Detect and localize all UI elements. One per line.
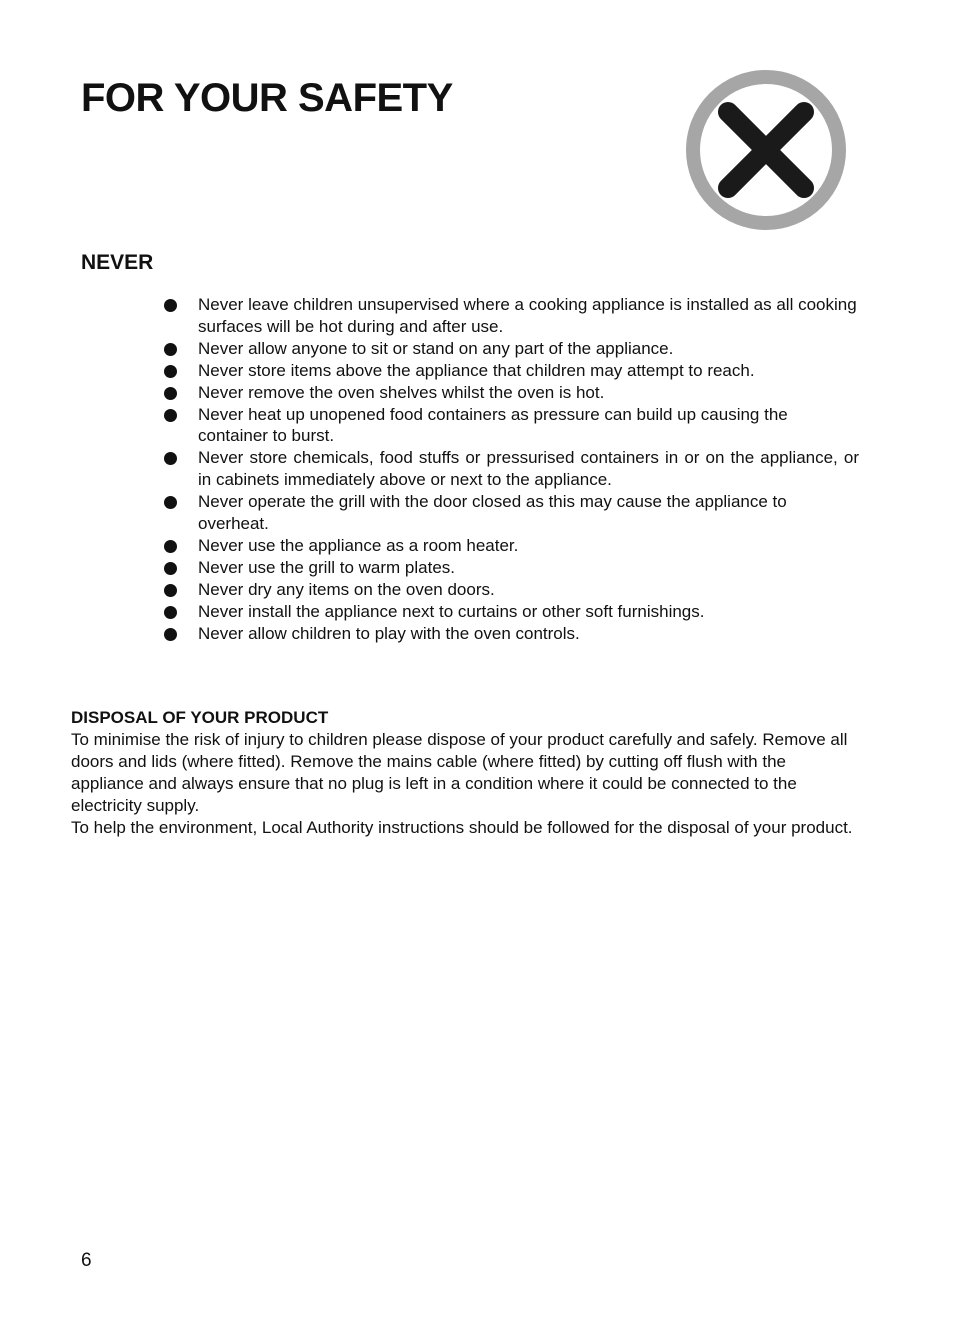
list-item — [163, 294, 859, 338]
bullet-icon — [164, 387, 177, 400]
never-heading: NEVER — [81, 251, 154, 274]
disposal-paragraph-2: To help the environment, Local Authority instructions should be followed for the disposal of your product. — [71, 817, 853, 837]
bullet-icon — [164, 365, 177, 378]
bullet-icon — [164, 584, 177, 597]
disposal-section — [71, 707, 861, 838]
disposal-heading: DISPOSAL OF YOUR PRODUCT — [71, 708, 329, 727]
list-item-text: Never allow anyone to sit or stand on any part of the appliance. — [198, 338, 674, 358]
list-item-text: Never use the appliance as a room heater. — [198, 535, 519, 555]
list-item — [163, 623, 859, 645]
bullet-icon — [164, 409, 177, 422]
list-item-text: Never remove the oven shelves whilst the oven is hot. — [198, 382, 605, 402]
list-item-text: Never operate the grill with the door closed as this may cause the appliance to overheat. — [198, 492, 787, 534]
list-item-text: Never store items above the appliance that children may attempt to reach. — [198, 360, 755, 380]
list-item — [163, 447, 859, 491]
bullet-icon — [164, 540, 177, 553]
bullet-icon — [164, 343, 177, 356]
page-number: 6 — [81, 1250, 92, 1271]
list-item — [163, 557, 859, 579]
page-title: FOR YOUR SAFETY — [81, 76, 453, 120]
list-item — [163, 382, 859, 404]
list-item-text: Never leave children unsupervised where a cooking appliance is installed as all cooking surfaces will be hot during and after use. — [198, 295, 857, 336]
bullet-icon — [164, 606, 177, 619]
bullet-icon — [164, 452, 177, 465]
list-item — [163, 404, 859, 448]
list-item — [163, 491, 859, 535]
bullet-icon — [164, 628, 177, 641]
list-item-text: Never store chemicals, food stuffs or pressurised containers in or on the appliance, or in cabinets immediately above or next to the appliance. — [198, 448, 859, 490]
never-list — [163, 294, 859, 645]
bullet-icon — [164, 496, 177, 509]
disposal-paragraph-1: To minimise the risk of injury to children please dispose of your product carefully and safely. Remove all doors and lids (where fitted). Remove the mains cable (where fitted) by cutting off flush with the appliance and always ensure that no plug is left in a condition where it could be connected to the electricity supply. — [71, 729, 848, 815]
list-item-text: Never allow children to play with the oven controls. — [198, 623, 580, 643]
list-item — [163, 579, 859, 601]
list-item-text: Never dry any items on the oven doors. — [198, 579, 495, 599]
list-item-text: Never use the grill to warm plates. — [198, 557, 455, 577]
list-item-text: Never install the appliance next to curtains or other soft furnishings. — [198, 601, 705, 621]
list-item — [163, 601, 859, 623]
list-item — [163, 360, 859, 382]
list-item — [163, 535, 859, 557]
bullet-icon — [164, 562, 177, 575]
list-item-text: Never heat up unopened food containers as pressure can build up causing the container to burst. — [198, 404, 788, 446]
bullet-icon — [164, 299, 177, 312]
list-item — [163, 338, 859, 360]
prohibition-cross-icon — [684, 68, 848, 232]
